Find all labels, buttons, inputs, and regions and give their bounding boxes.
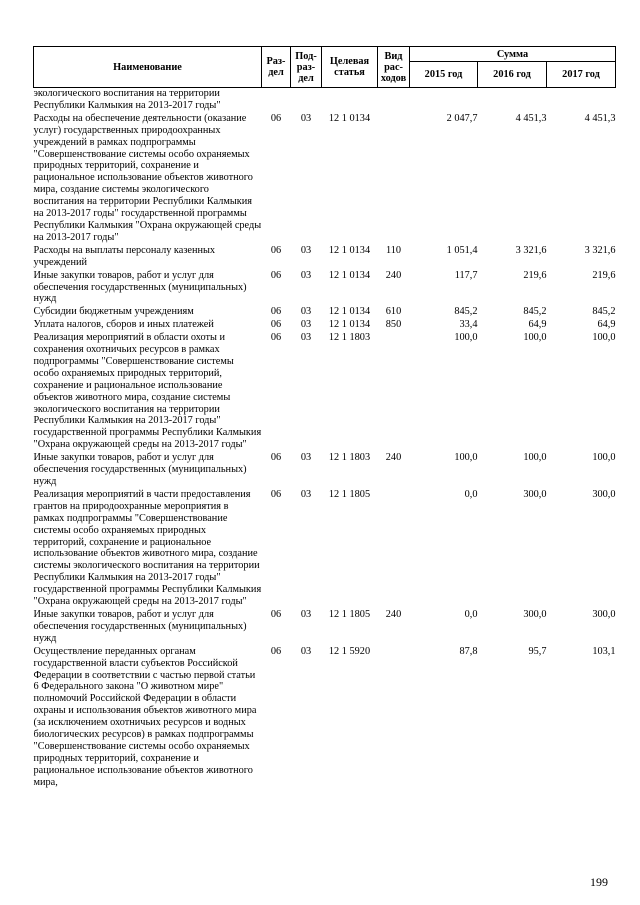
table-row bbox=[34, 318, 616, 331]
row-target: 12 1 0134 bbox=[328, 244, 371, 256]
header-razdel: Раз- дел bbox=[262, 47, 291, 88]
table-row bbox=[34, 645, 616, 789]
row-value-2017: 845,2 bbox=[592, 306, 616, 318]
row-value-2015: 0,0 bbox=[464, 608, 478, 620]
row-value-2015: 1 051,4 bbox=[446, 244, 478, 256]
row-podrazdel bbox=[291, 88, 322, 112]
row-podrazdel: 03 bbox=[300, 452, 312, 464]
row-value-2017: 300,0 bbox=[592, 488, 616, 500]
row-value-2017: 100,0 bbox=[592, 332, 616, 344]
row-vid bbox=[378, 488, 410, 608]
row-value-2017: 100,0 bbox=[592, 452, 616, 464]
row-razdel bbox=[262, 88, 291, 112]
row-name: Иные закупки товаров, работ и услуг для обеспечения государственных (муниципальных) нужд bbox=[33, 269, 247, 305]
row-value-2015: 100,0 bbox=[454, 452, 478, 464]
row-vid: 610 bbox=[385, 306, 402, 318]
row-value-2017: 300,0 bbox=[592, 608, 616, 620]
row-value-2015: 100,0 bbox=[454, 332, 478, 344]
row-podrazdel: 03 bbox=[300, 645, 312, 657]
row-value-2015: 2 047,7 bbox=[446, 112, 478, 124]
table-row bbox=[34, 331, 616, 451]
row-vid bbox=[378, 645, 410, 789]
row-razdel: 06 bbox=[270, 244, 282, 256]
row-value-2015 bbox=[410, 88, 478, 112]
row-value-2017: 64,9 bbox=[597, 319, 616, 331]
row-target: 12 1 1803 bbox=[328, 452, 371, 464]
row-podrazdel: 03 bbox=[300, 319, 312, 331]
row-value-2016: 845,2 bbox=[523, 306, 547, 318]
row-vid: 240 bbox=[385, 269, 402, 281]
row-name: экологического воспитания на территории Республики Калмыкия на 2013-2017 годы" bbox=[33, 88, 221, 111]
row-name: Субсидии бюджетным учреждениям bbox=[33, 306, 194, 318]
row-razdel: 06 bbox=[270, 112, 282, 124]
row-value-2015: 845,2 bbox=[454, 306, 478, 318]
row-name: Иные закупки товаров, работ и услуг для обеспечения государственных (муниципальных) нужд bbox=[33, 452, 247, 487]
row-value-2017: 219,6 bbox=[592, 269, 616, 281]
row-target: 12 1 0134 bbox=[328, 319, 371, 331]
row-value-2016: 100,0 bbox=[523, 452, 547, 464]
table-row bbox=[34, 608, 616, 645]
row-name: Расходы на выплаты персоналу казенных учреждений bbox=[33, 244, 216, 268]
page-number: 199 bbox=[590, 875, 608, 889]
row-vid bbox=[378, 331, 410, 451]
header-year-2016: 2016 год bbox=[478, 62, 547, 88]
row-podrazdel: 03 bbox=[300, 608, 312, 620]
table-row bbox=[34, 244, 616, 269]
row-value-2017: 103,1 bbox=[592, 645, 616, 657]
row-target: 12 1 0134 bbox=[328, 269, 371, 281]
table-row bbox=[34, 112, 616, 244]
header-target: Целевая статья bbox=[322, 47, 378, 88]
row-value-2015: 87,8 bbox=[459, 645, 478, 657]
row-value-2016: 4 451,3 bbox=[515, 112, 547, 124]
row-value-2017: 4 451,3 bbox=[584, 112, 616, 124]
row-razdel: 06 bbox=[270, 608, 282, 620]
row-razdel: 06 bbox=[270, 452, 282, 464]
row-podrazdel: 03 bbox=[300, 306, 312, 318]
row-target: 12 1 5920 bbox=[328, 645, 371, 657]
row-razdel: 06 bbox=[270, 488, 282, 500]
row-value-2017 bbox=[547, 88, 616, 112]
row-vid: 110 bbox=[385, 244, 402, 256]
row-podrazdel: 03 bbox=[300, 332, 312, 344]
row-target: 12 1 0134 bbox=[328, 306, 371, 318]
row-target: 12 1 1805 bbox=[328, 608, 371, 620]
row-name: Расходы на обеспечение деятельности (оказание услуг) государственных природоохранных учреждений в рамках подпрограммы "Совершенствование системы особо охраняемых природных территорий, сохранение и рациональное использование объектов животного мира, создание системы экологического воспитания на территории Республики Калмыкия на 2013-2017 годы" государственной программы Республики Калмыкия "Охрана окружающей среды на 2013-2017 годы" bbox=[33, 112, 262, 243]
row-name: Реализация мероприятий в области охоты и сохранения охотничьих ресурсов в рамках подпрограммы "Совершенствование системы особо охраняемых природных территорий, сохранение и рациональное использование объектов животного мира, создание системы экологического воспитания на территории Республики Калмыкия на 2013-2017 годы" государственной программы Республики Калмыкия "Охрана окружающей среды на 2013-2017 годы" bbox=[33, 332, 262, 451]
row-name: Уплата налогов, сборов и иных платежей bbox=[33, 319, 214, 331]
row-podrazdel: 03 bbox=[300, 244, 312, 256]
row-name: Реализация мероприятий в части предоставления грантов на природоохранные мероприятия в рамках подпрограммы "Совершенствование системы особо охраняемых природных территорий, сохранение и рациональное использование объектов животного мира, создание системы экологического воспитания на территории Республики Калмыкия на 2013-2017 годы" государственной программы Республики Калмыкия "Охрана окружающей среды на 2013-2017 годы" bbox=[33, 488, 262, 608]
row-vid bbox=[378, 112, 410, 244]
row-value-2016: 3 321,6 bbox=[515, 244, 547, 256]
header-podrazdel: Под- раз- дел bbox=[291, 47, 322, 88]
row-value-2016: 300,0 bbox=[523, 608, 547, 620]
row-value-2016 bbox=[478, 88, 547, 112]
row-value-2016: 219,6 bbox=[523, 269, 547, 281]
row-name: Иные закупки товаров, работ и услуг для обеспечения государственных (муниципальных) нужд bbox=[33, 608, 247, 644]
row-vid bbox=[378, 88, 410, 112]
header-year-2017: 2017 год bbox=[547, 62, 616, 88]
row-value-2016: 300,0 bbox=[523, 488, 547, 500]
row-target: 12 1 0134 bbox=[328, 112, 371, 124]
row-podrazdel: 03 bbox=[300, 488, 312, 500]
row-value-2015: 0,0 bbox=[464, 488, 478, 500]
row-target: 12 1 1805 bbox=[328, 488, 371, 500]
table-row bbox=[34, 488, 616, 608]
row-value-2017: 3 321,6 bbox=[584, 244, 616, 256]
header-name: Наименование bbox=[34, 47, 262, 88]
row-razdel: 06 bbox=[270, 645, 282, 657]
row-value-2016: 95,7 bbox=[528, 645, 547, 657]
table-row bbox=[34, 269, 616, 306]
table-row bbox=[34, 451, 616, 488]
row-name: Осуществление переданных органам государственной власти субъектов Российской Федерации в соответствии с частью первой статьи 6 Федерального закона "О животном мире" полномочий Российской Федерации в области охраны и использования объектов животного мира (за исключением охотничьих ресурсов и водных биологических ресурсов) в рамках подпрограммы "Совершенствование системы особо охраняемых природных территорий, сохранение и рациональное использование объектов животного мира, bbox=[33, 645, 257, 788]
row-razdel: 06 bbox=[270, 269, 282, 281]
row-target bbox=[322, 88, 378, 112]
table-row bbox=[34, 88, 616, 112]
row-vid: 240 bbox=[385, 452, 402, 464]
header-year-2015: 2015 год bbox=[410, 62, 478, 88]
row-razdel: 06 bbox=[270, 306, 282, 318]
row-podrazdel: 03 bbox=[300, 269, 312, 281]
header-vid: Вид рас- ходов bbox=[378, 47, 410, 88]
row-value-2015: 33,4 bbox=[459, 319, 478, 331]
budget-table bbox=[33, 46, 616, 789]
table-row bbox=[34, 305, 616, 318]
row-razdel: 06 bbox=[270, 319, 282, 331]
row-vid: 240 bbox=[385, 608, 402, 620]
row-podrazdel: 03 bbox=[300, 112, 312, 124]
row-value-2016: 64,9 bbox=[528, 319, 547, 331]
row-razdel: 06 bbox=[270, 332, 282, 344]
row-target: 12 1 1803 bbox=[328, 332, 371, 344]
header-summa: Сумма bbox=[410, 47, 616, 62]
row-vid: 850 bbox=[385, 319, 402, 331]
row-value-2015: 117,7 bbox=[454, 269, 478, 281]
row-value-2016: 100,0 bbox=[523, 332, 547, 344]
